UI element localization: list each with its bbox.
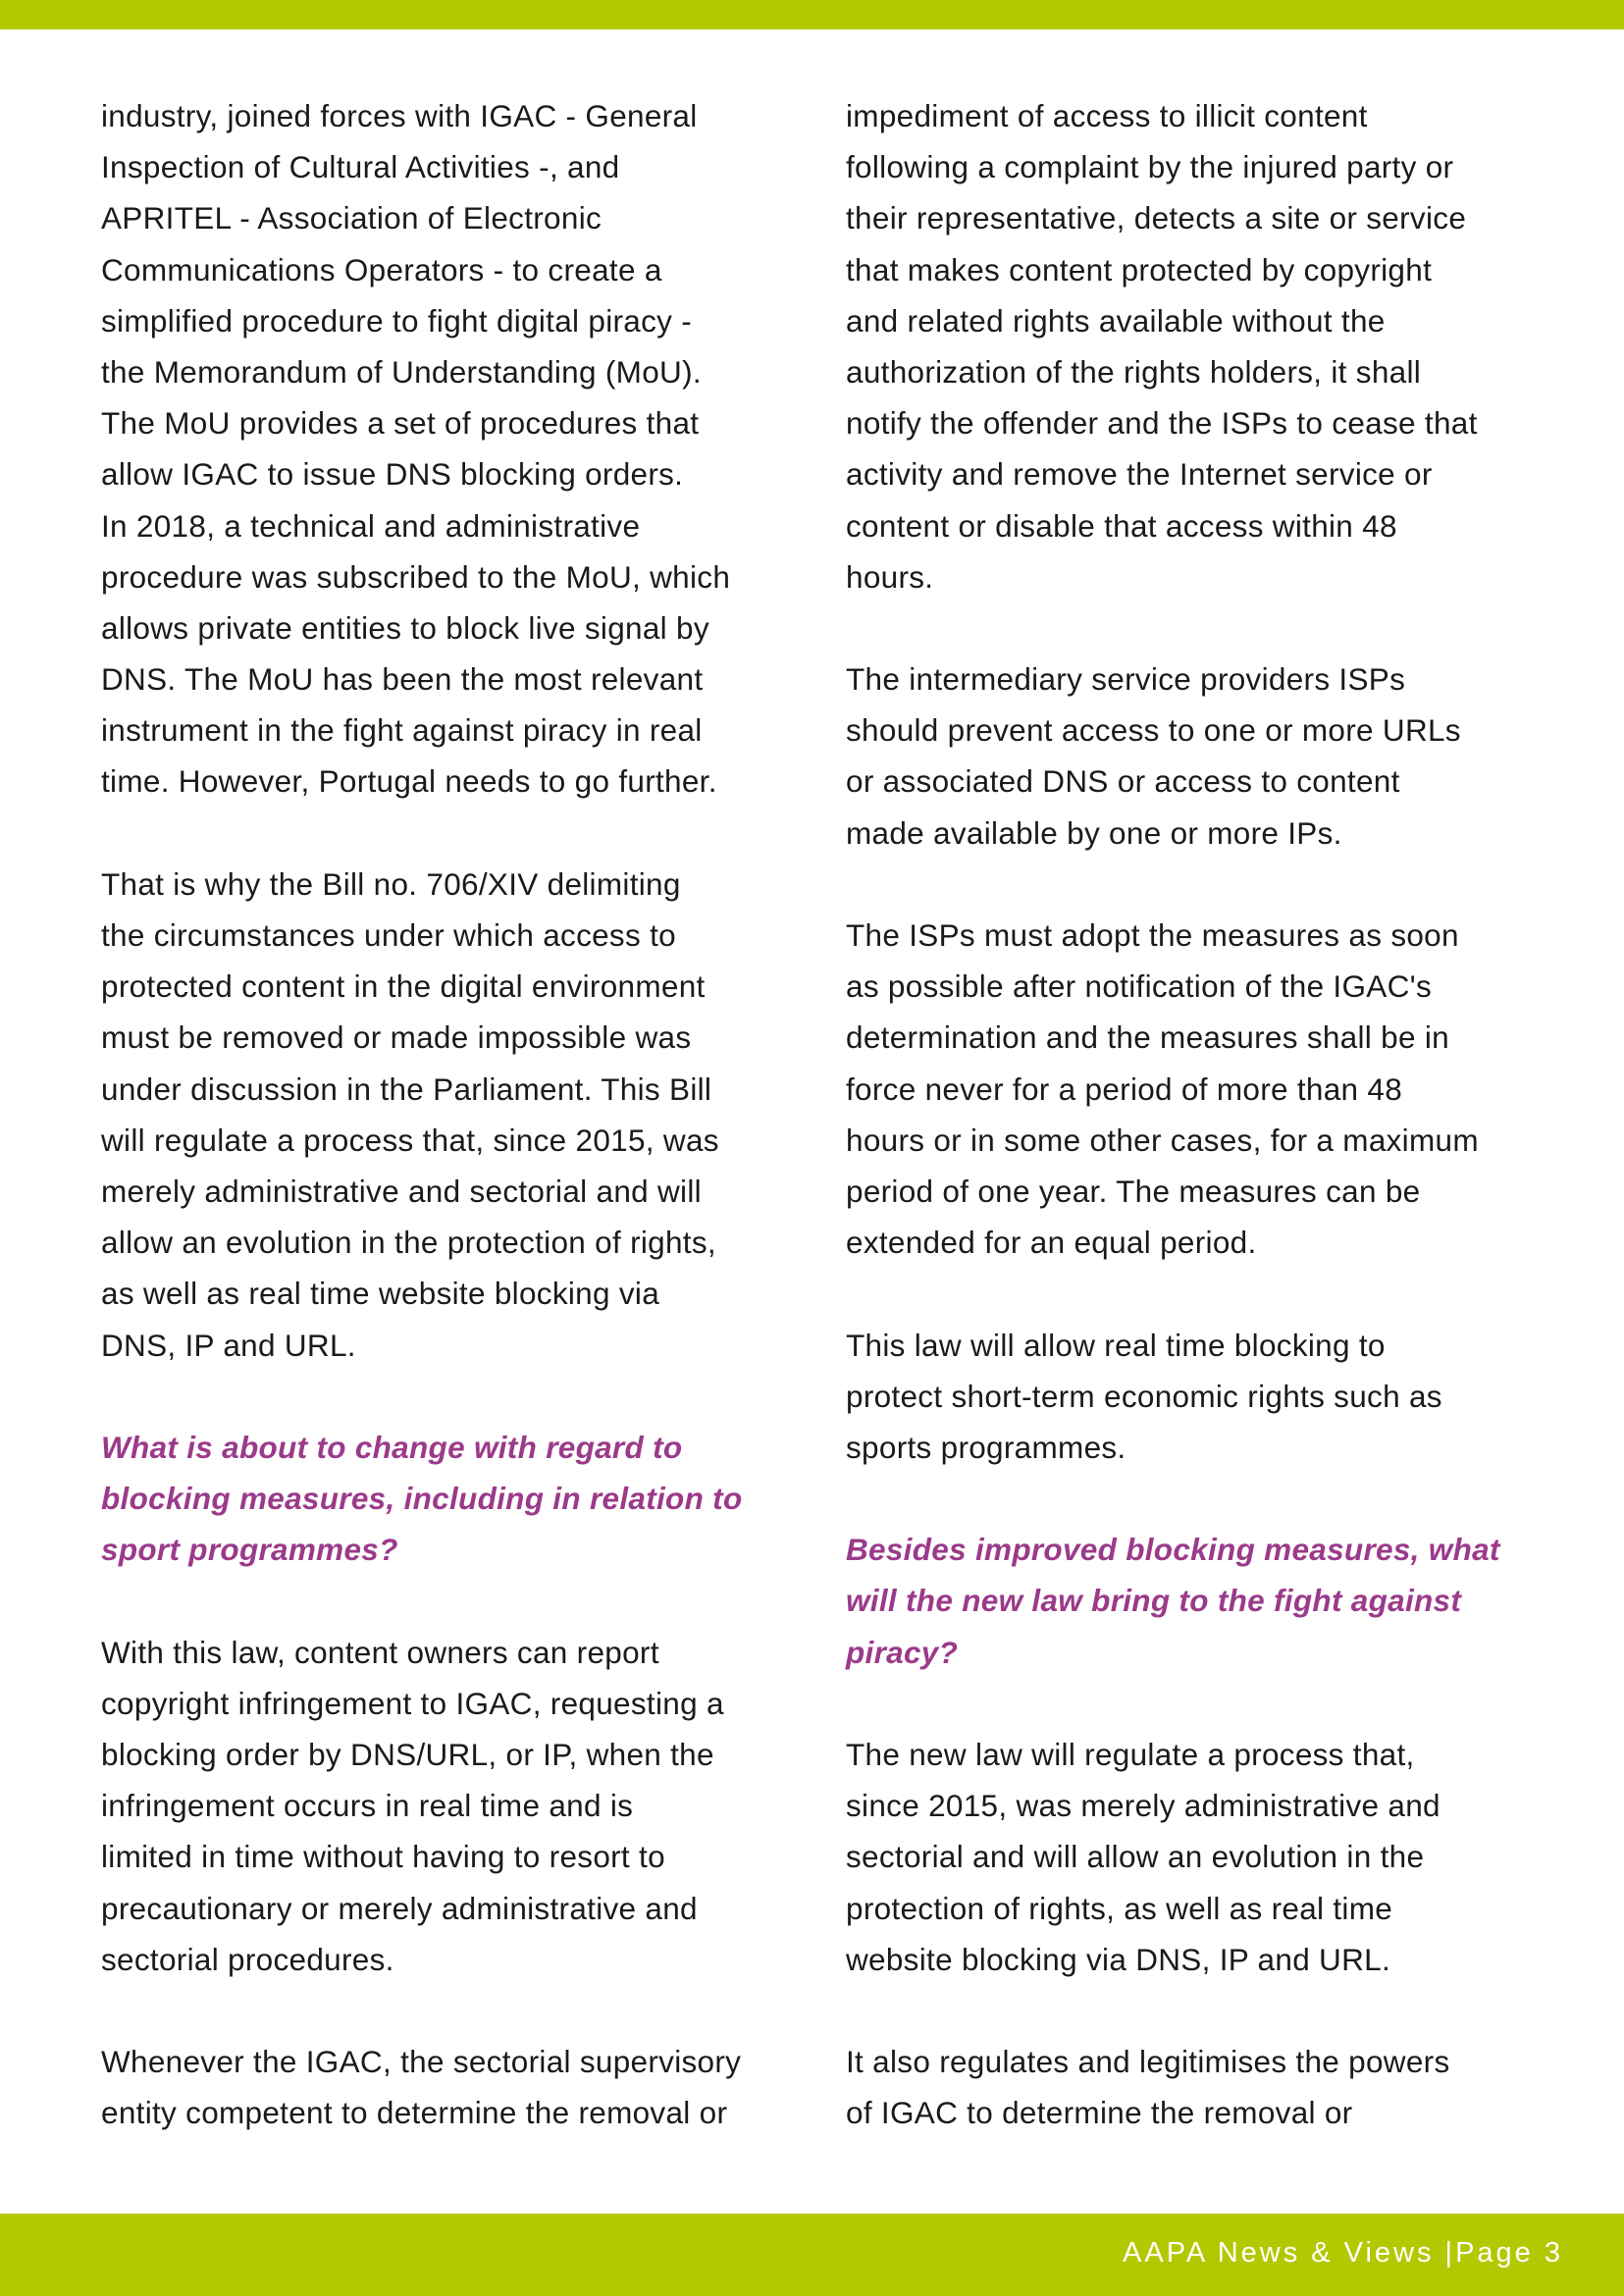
text-line: authorization of the rights holders, it shall [846, 353, 1422, 390]
paragraph-spacer [846, 859, 1552, 910]
text-line: The new law will regulate a process that, [846, 1737, 1415, 1772]
paragraph-spacer [101, 1575, 808, 1626]
section-heading [846, 1524, 1552, 1678]
text-line: allow an evolution in the protection of rights, [101, 1225, 716, 1261]
text-line: simplified procedure to fight digital piracy - [101, 302, 693, 339]
text-line: hours. [846, 558, 934, 595]
body-paragraph [846, 90, 1552, 602]
paragraph-spacer [101, 808, 808, 859]
text-line: and related rights available without the [846, 302, 1386, 339]
text-line: as possible after notification of the IGAC's [846, 968, 1433, 1005]
text-line: protect short-term economic rights such as [846, 1378, 1442, 1414]
text-line: infringement occurs in real time and is [101, 1788, 634, 1824]
text-line: allows private entities to block live signal by [101, 609, 709, 646]
text-line: This law will allow real time blocking to [846, 1327, 1386, 1363]
text-line: merely administrative and sectorial and will [101, 1173, 702, 1209]
text-line: determination and the measures shall be in [846, 1019, 1449, 1056]
text-line: under discussion in the Parliament. This Bill [101, 1070, 712, 1107]
text-line: the circumstances under which access to [101, 917, 676, 953]
text-line: hours or in some other cases, for a maximum [846, 1122, 1479, 1158]
text-line: sectorial and will allow an evolution in the [846, 1839, 1425, 1875]
text-line: their representative, detects a site or service [846, 200, 1467, 236]
text-line: In 2018, a technical and administrative [101, 507, 641, 544]
text-line: entity competent to determine the removal or [101, 2095, 728, 2131]
text-line: content or disable that access within 48 [846, 507, 1397, 544]
right-column [846, 90, 1552, 2139]
text-line: impediment of access to illicit content [846, 98, 1368, 133]
text-line: activity and remove the Internet service or [846, 456, 1433, 493]
text-line: Whenever the IGAC, the sectorial supervisory [101, 2044, 742, 2080]
paragraph-spacer [846, 1678, 1552, 1729]
text-line: The MoU provides a set of procedures that [101, 405, 700, 442]
text-line: Besides improved blocking measures, what [846, 1532, 1500, 1568]
text-line: sport programmes? [101, 1532, 398, 1568]
footer-page-label: AAPA News & Views |Page 3 [1123, 2237, 1563, 2269]
text-line: must be removed or made impossible was [101, 1019, 692, 1056]
text-line: following a complaint by the injured party or [846, 149, 1454, 185]
text-line: website blocking via DNS, IP and URL. [846, 1941, 1391, 1977]
body-paragraph [846, 653, 1552, 859]
text-line: blocking order by DNS/URL, or IP, when the [101, 1737, 714, 1772]
text-line: The ISPs must adopt the measures as soon [846, 917, 1459, 953]
text-line: since 2015, was merely administrative and [846, 1788, 1441, 1824]
text-line: procedure was subscribed to the MoU, which [101, 558, 731, 595]
body-paragraph [101, 1627, 808, 1985]
text-line: force never for a period of more than 48 [846, 1070, 1403, 1107]
text-line: copyright infringement to IGAC, requesting a [101, 1685, 724, 1721]
paragraph-spacer [846, 602, 1552, 653]
text-line: extended for an equal period. [846, 1225, 1257, 1261]
text-line: That is why the Bill no. 706/XIV delimiting [101, 865, 681, 902]
text-line: limited in time without having to resort to [101, 1839, 665, 1875]
text-line: sports programmes. [846, 1429, 1126, 1465]
text-line: should prevent access to one or more URLs [846, 712, 1461, 749]
paragraph-spacer [846, 1985, 1552, 2036]
text-line: APRITEL - Association of Electronic [101, 200, 602, 236]
text-line: blocking measures, including in relation to [101, 1481, 743, 1517]
left-column [101, 90, 808, 2139]
paragraph-spacer [846, 1473, 1552, 1524]
footer-bar [0, 2214, 1624, 2296]
text-line: What is about to change with regard to [101, 1429, 683, 1465]
text-line: DNS. The MoU has been the most relevant [101, 661, 704, 698]
body-paragraph [846, 1729, 1552, 1985]
text-line: period of one year. The measures can be [846, 1173, 1421, 1209]
paragraph-spacer [846, 1268, 1552, 1319]
section-heading [101, 1422, 808, 1576]
text-line: will regulate a process that, since 2015, was [101, 1122, 719, 1158]
text-line: protected content in the digital environment [101, 968, 706, 1005]
body-paragraph [846, 1320, 1552, 1474]
text-line: allow IGAC to issue DNS blocking orders. [101, 456, 684, 493]
body-paragraph [846, 910, 1552, 1268]
text-line: time. However, Portugal needs to go further. [101, 763, 717, 800]
text-line: notify the offender and the ISPs to cease that [846, 405, 1478, 442]
text-line: instrument in the fight against piracy in real [101, 712, 703, 749]
text-line: The intermediary service providers ISPs [846, 661, 1406, 698]
text-line: DNS, IP and URL. [101, 1327, 356, 1363]
text-line: protection of rights, as well as real time [846, 1890, 1393, 1926]
body-paragraph [101, 2036, 808, 2138]
text-line: precautionary or merely administrative and [101, 1890, 698, 1926]
text-line: will the new law bring to the fight against [846, 1583, 1462, 1619]
text-line: It also regulates and legitimises the powers [846, 2044, 1450, 2080]
text-line: Inspection of Cultural Activities -, and [101, 149, 620, 185]
text-line: With this law, content owners can report [101, 1634, 659, 1670]
text-line: Communications Operators - to create a [101, 251, 662, 287]
text-line: sectorial procedures. [101, 1941, 394, 1977]
text-line: made available by one or more IPs. [846, 814, 1342, 851]
text-line: of IGAC to determine the removal or [846, 2095, 1353, 2131]
text-line: industry, joined forces with IGAC - General [101, 98, 698, 133]
text-line: that makes content protected by copyright [846, 251, 1433, 287]
body-paragraph [846, 2036, 1552, 2138]
text-line: as well as real time website blocking via [101, 1276, 660, 1312]
body-paragraph [101, 859, 808, 1371]
paragraph-spacer [101, 1985, 808, 2036]
body-paragraph [101, 90, 808, 808]
text-line: piracy? [846, 1634, 959, 1670]
text-line: or associated DNS or access to content [846, 763, 1400, 800]
top-accent-bar [0, 0, 1624, 29]
text-line: the Memorandum of Understanding (MoU). [101, 353, 702, 390]
paragraph-spacer [101, 1371, 808, 1422]
